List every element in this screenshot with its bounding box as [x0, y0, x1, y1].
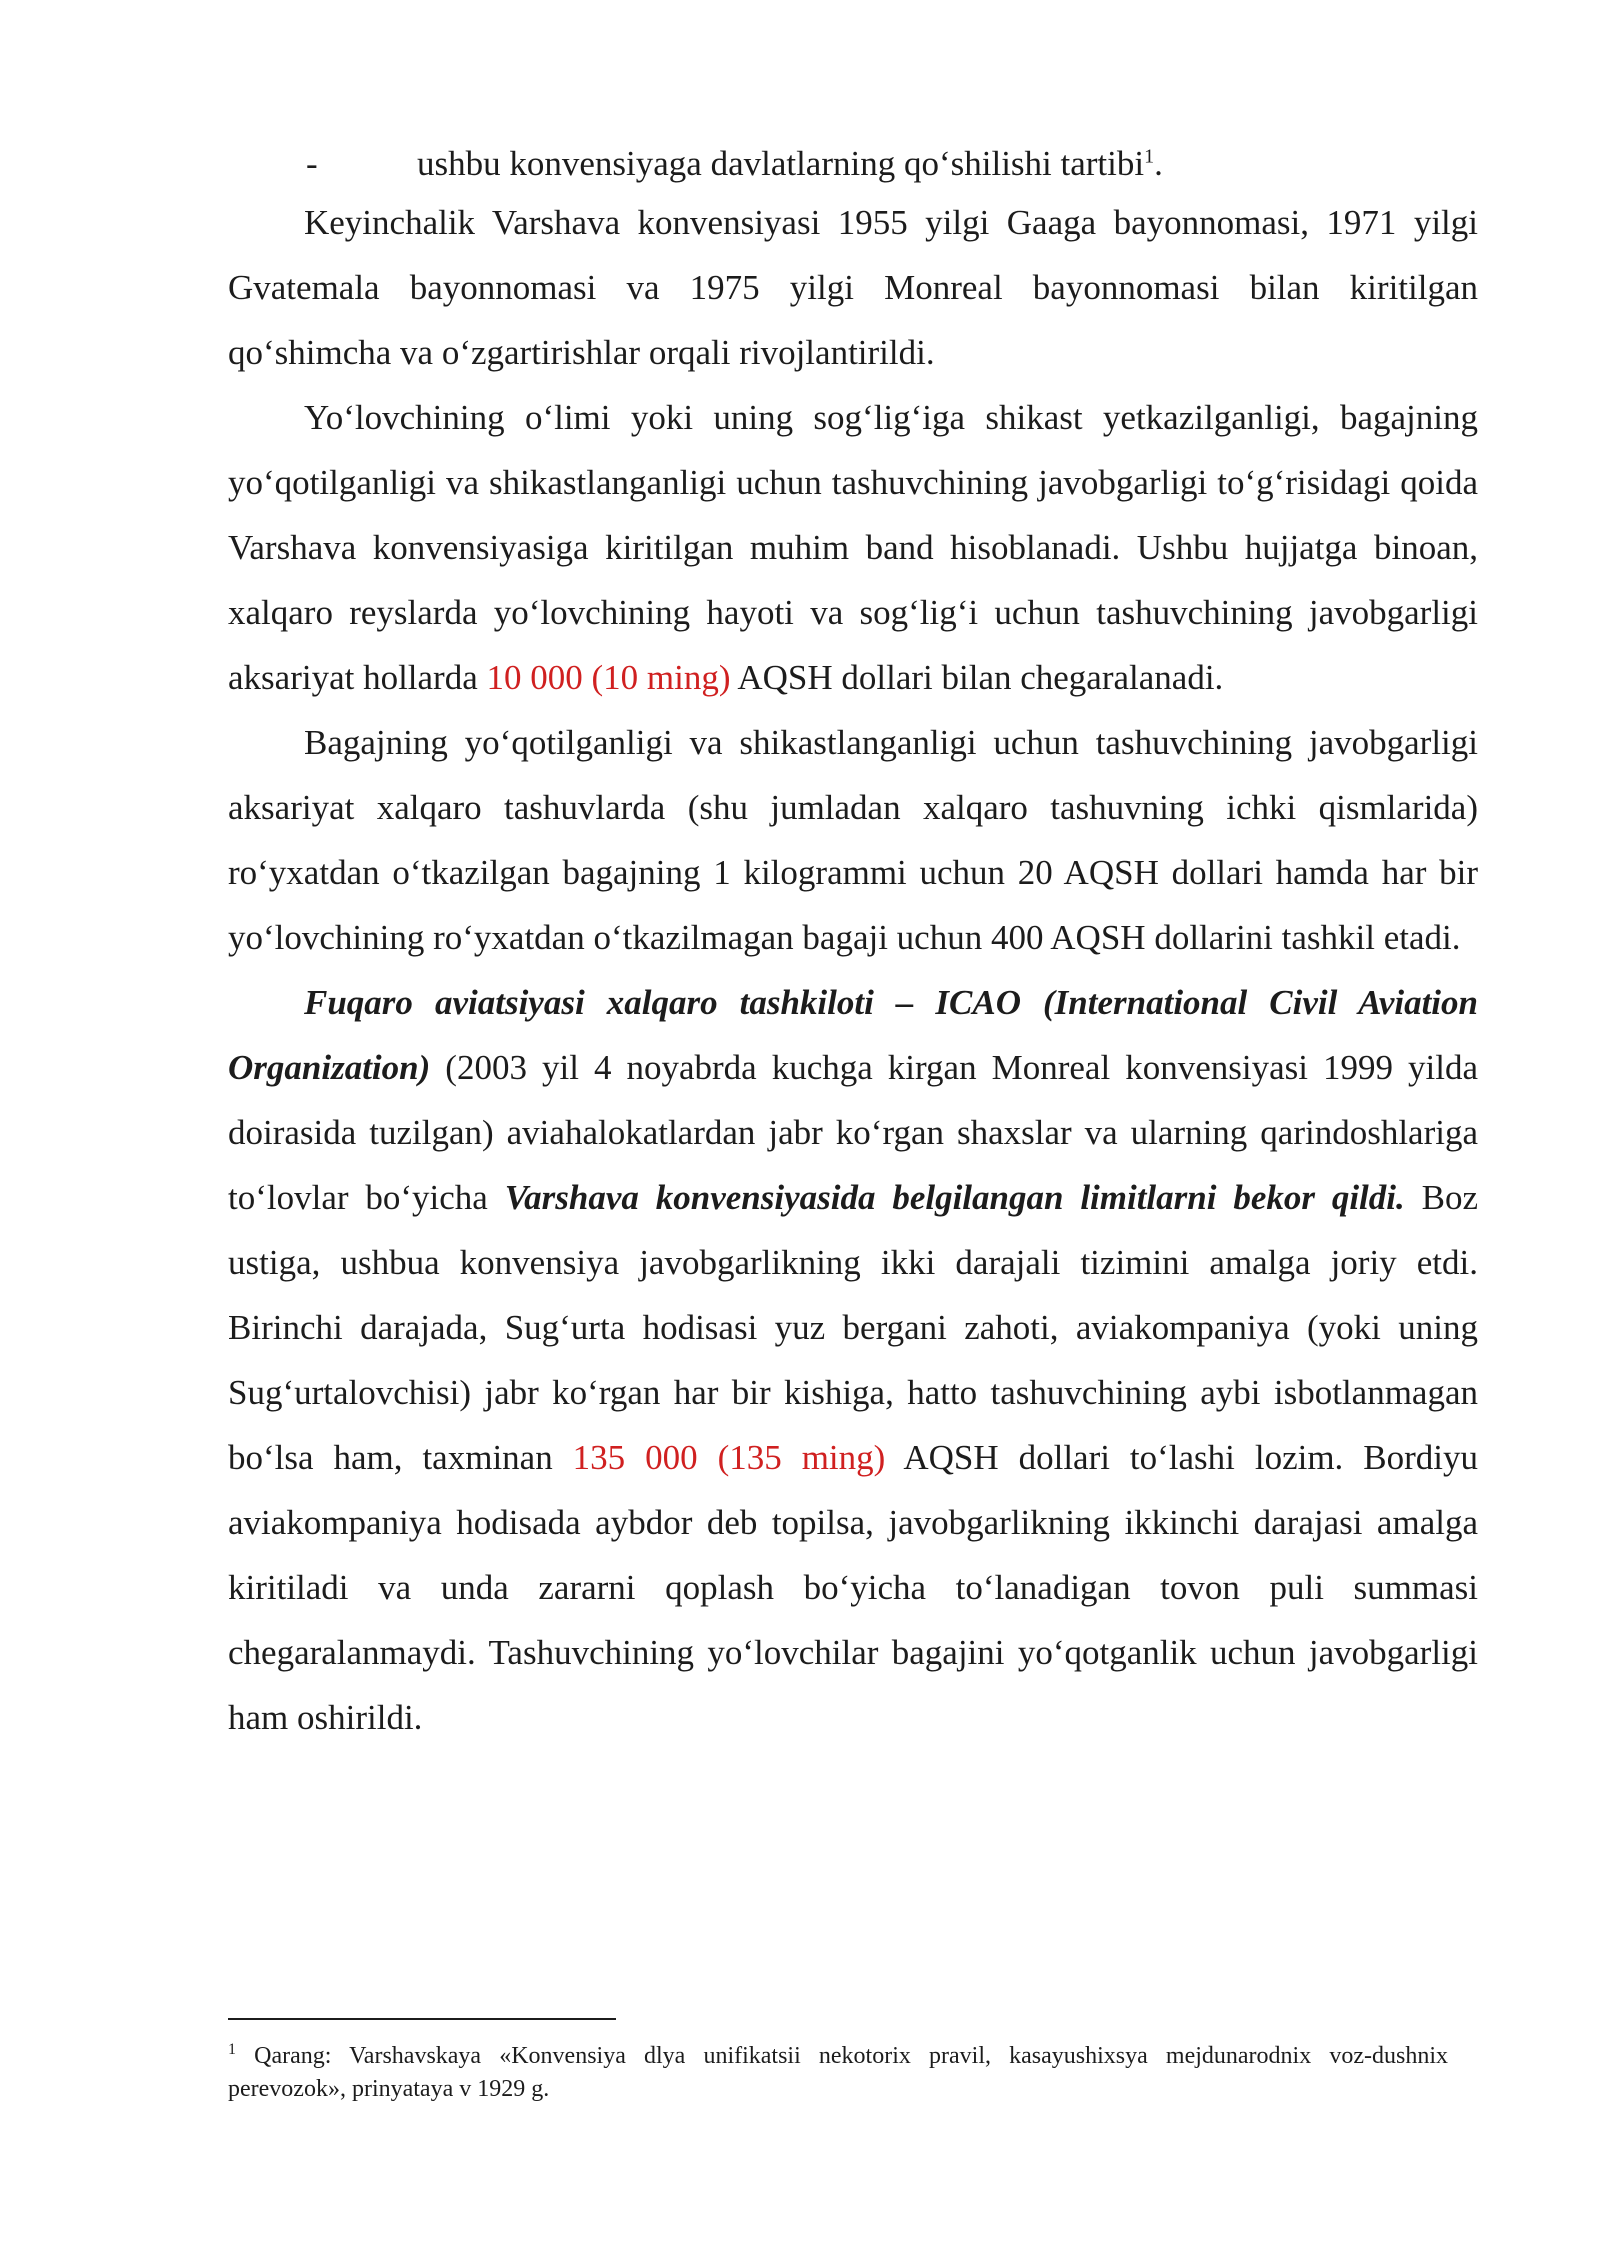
bullet-text: ushbu konvensiyaga davlatlarning qo‘shilishi tartibi	[417, 144, 1145, 183]
bullet-item	[228, 138, 1478, 190]
footnote	[228, 2040, 1448, 2106]
paragraph-icao-text-b: Boz ustiga, ushbua konvensiya javobgarlikning ikki darajali tizimini amalga joriy etdi. Birinchi darajada, Sug‘urta hodisasi yuz bergani zahoti, aviakompaniya (yoki uning Sug‘urtalovchisi) jabr ko‘rgan har bir kishiga, hatto tashuvchining aybi isbotlanmagan bo‘lsa ham, taxminan	[228, 1178, 1478, 1477]
footnote-marker: 1	[228, 2041, 236, 2058]
paragraph-icao-text-a: (2003 yil 4 noyabrda kuchga kirgan Monreal konvensiyasi 1999 yilda doirasida tuzilgan) aviahalokatlardan jabr ko‘rgan shaxslar va ularning qarindoshlariga to‘lovlar bo‘yicha	[228, 1048, 1478, 1217]
paragraph-icao-text-c: AQSH dollari to‘lashi lozim. Bordiyu aviakompaniya hodisada aybdor deb topilsa, javobgarlikning ikkinchi darajasi amalga kiritiladi va unda zararni qoplash bo‘yicha to‘lanadigan tovon puli summasi chegaralanmaydi. Tashuvchining yo‘lovchilar bagajini yo‘qotganlik uchun javobgarligi ham oshirildi.	[228, 1438, 1478, 1737]
bullet-end: .	[1154, 144, 1163, 183]
paragraph-passenger-liability-text-b: AQSH dollari bilan chegaralanadi.	[730, 658, 1224, 697]
bullet-text-wrapper	[417, 138, 1163, 190]
footnote-text: Qarang: Varshavskaya «Konvensiya dlya unifikatsii nekotorix pravil, kasayushixsya mejdunarodnix voz-dushnix perevozok», prinyataya v 1929 g.	[228, 2043, 1448, 2102]
liability-limit-highlight: 10 000 (10 ming)	[486, 658, 731, 697]
paragraph-passenger-liability-text-a: Yo‘lovchining o‘limi yoki uning sog‘lig‘iga shikast yetkazilganligi, bagajning yo‘qotilganligi va shikastlanganligi uchun tashuvchining javobgarligi to‘g‘risidagi qoida Varshava konvensiyasiga kiritilgan muhim band hisoblanadi. Ushbu hujjatga binoan, xalqaro reyslarda yo‘lovchining hayoti va sog‘lig‘i uchun tashuvchining javobgarligi aksariyat hollarda	[228, 398, 1478, 697]
limits-cancelled-bold: Varshava konvensiyasida belgilangan limitlarni bekor qildi.	[504, 1178, 1405, 1217]
footnote-separator	[228, 2018, 616, 2020]
footnote-reference[interactable]: 1	[1144, 145, 1155, 168]
paragraph-baggage-liability-text: Bagajning yo‘qotilganligi va shikastlanganligi uchun tashuvchining javobgarligi aksariyat xalqaro tashuvlarda (shu jumladan xalqaro tashuvning ichki qismlarida) ro‘yxatdan o‘tkazilgan bagajning 1 kilogrammi uchun 20 AQSH dollari hamda har bir yo‘lovchining ro‘yxatdan o‘tkazilmagan bagaji uchun 400 AQSH dollarini tashkil etadi.	[228, 723, 1478, 957]
bullet-dash: -	[306, 144, 318, 183]
paragraph-history-text: Keyinchalik Varshava konvensiyasi 1955 yilgi Gaaga bayonnomasi, 1971 yilgi Gvatemala bayonnomasi va 1975 yilgi Monreal bayonnomasi bilan kiritilgan qo‘shimcha va o‘zgartirishlar orqali rivojlantirildi.	[228, 203, 1478, 372]
paragraph-passenger-liability	[228, 385, 1478, 710]
icao-bold-heading: Fuqaro aviatsiyasi xalqaro tashkiloti – ICAO (International Civil Aviation Organization)	[228, 983, 1478, 1087]
document-page	[228, 138, 1478, 1750]
compensation-amount-highlight: 135 000 (135 ming)	[572, 1438, 886, 1477]
paragraph-baggage-liability	[228, 710, 1478, 970]
paragraph-history	[228, 190, 1478, 385]
paragraph-icao	[228, 970, 1478, 1750]
